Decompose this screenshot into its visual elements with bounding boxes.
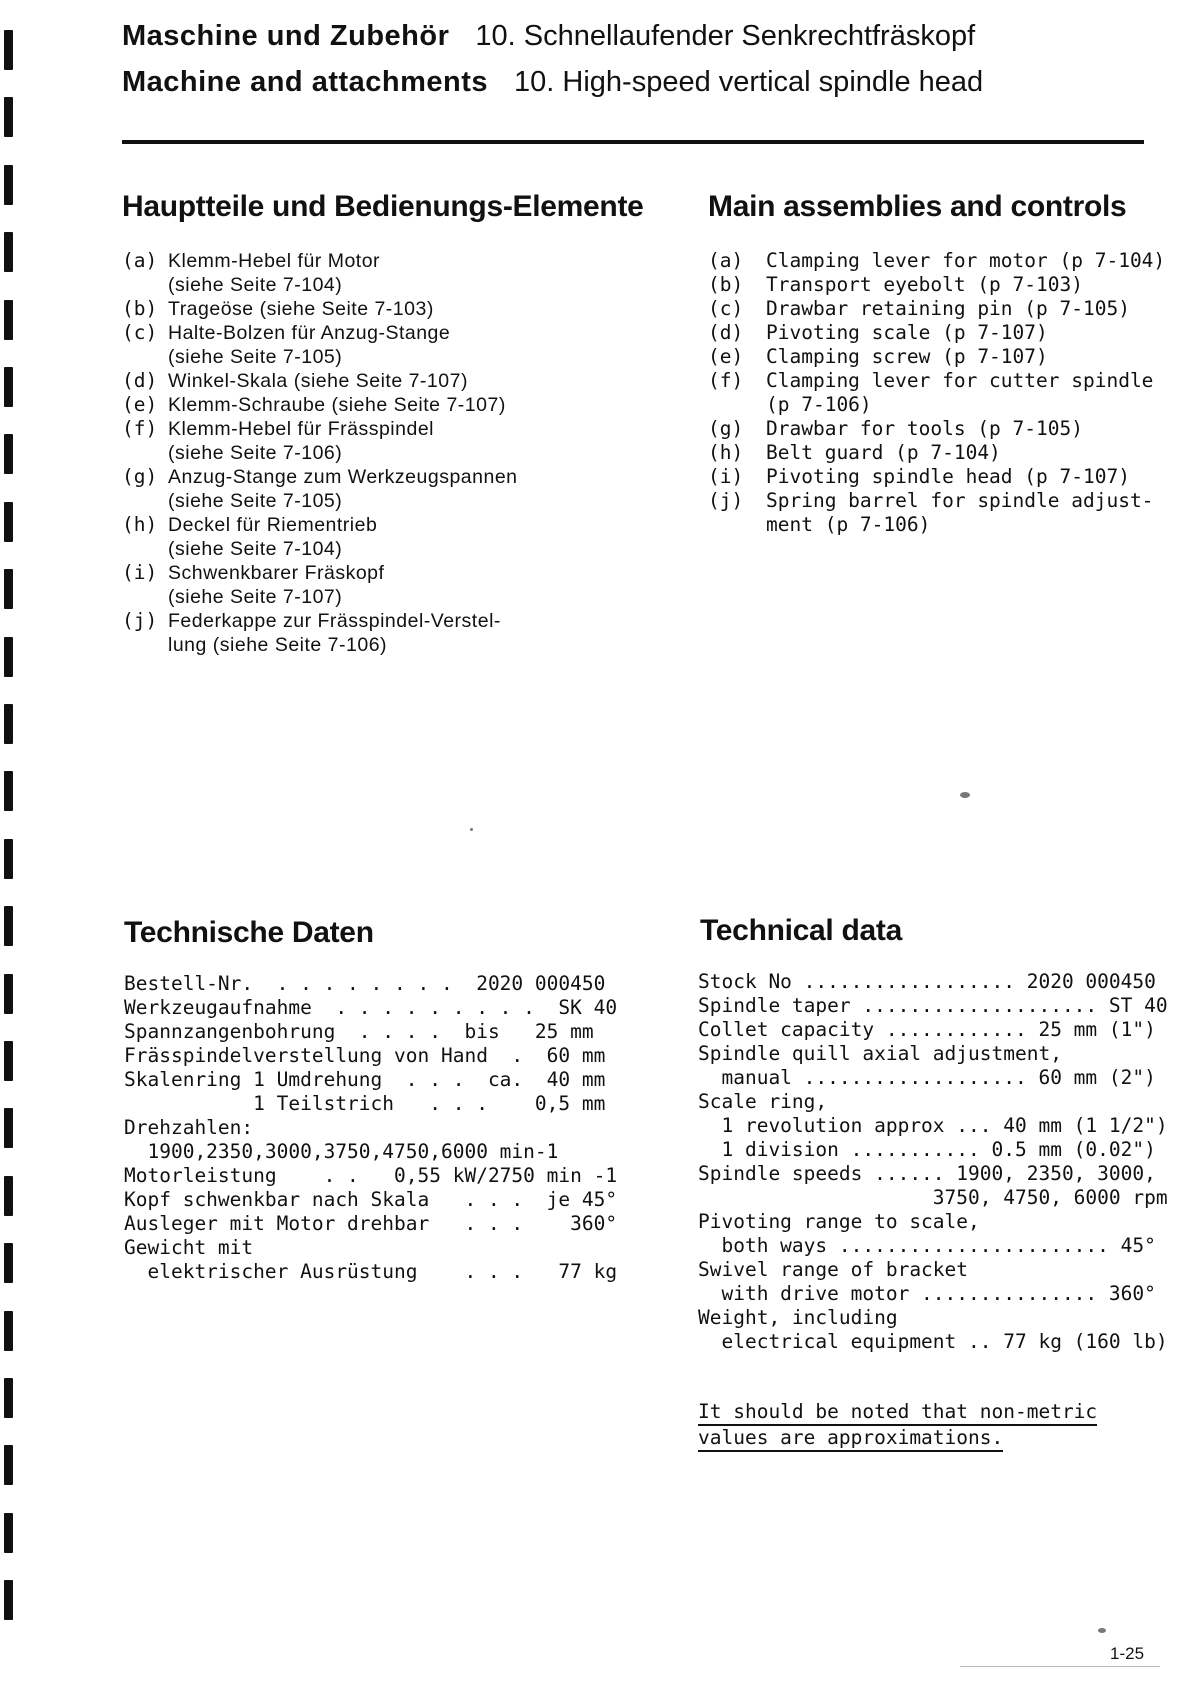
item-text: Pivoting scale (p 7-107) [766,321,1048,344]
binding-hole [4,569,13,609]
spec-line: Gewicht mit [124,1236,254,1259]
item-text: Clamping lever for cutter spindle [766,369,1154,392]
spec-line: Spannzangenbohrung . . . . bis 25 mm [124,1020,594,1043]
header-de-sub: 10. Schnellaufender Senkrechtfräskopf [475,20,976,52]
spec-line: Bestell-Nr. . . . . . . . . 2020 000450 [124,972,606,995]
item-text: Drawbar retaining pin (p 7-105) [766,297,1130,320]
item-text: (siehe Seite 7-104) [168,274,343,296]
item-text: Halte-Bolzen für Anzug-Stange [168,322,451,344]
binding-hole [4,839,13,879]
spec-line: 1 Teilstrich . . . 0,5 mm [124,1092,606,1115]
item-text: Transport eyebolt (p 7-103) [766,273,1083,296]
binding-hole [4,1108,13,1148]
binding-hole [4,704,13,744]
item-key: (j) [708,489,744,512]
binding-hole [4,637,13,677]
item-key: (h) [122,513,158,536]
spec-line: 3750, 4750, 6000 rpm [698,1186,1168,1209]
scan-speck [470,828,473,831]
note-line-2: values are approximations. [698,1426,1003,1452]
item-text: Trageöse (siehe Seite 7-103) [168,298,434,320]
item-key: (h) [708,441,744,464]
item-text: Klemm-Schraube (siehe Seite 7-107) [168,394,506,416]
list-item [122,321,518,369]
assemblies-list-en [708,249,1165,537]
binding-hole [4,30,13,70]
header-en-sub: 10. High-speed vertical spindle head [514,66,984,98]
list-item [708,441,1165,465]
item-text: lung (siehe Seite 7-106) [168,634,388,656]
list-item [708,489,1165,537]
binding-hole [4,1513,13,1553]
binding-hole [4,1580,13,1620]
page-number: 1-25 [1110,1644,1145,1663]
item-key: (d) [708,321,744,344]
spec-line: Motorleistung . . 0,55 kW/2750 min -1 [124,1164,618,1187]
item-key: (a) [122,249,158,272]
item-text: Federkappe zur Frässpindel-Verstel- [168,610,501,632]
item-text: Drawbar for tools (p 7-105) [766,417,1083,440]
assemblies-title-en: Main assemblies and controls [708,190,1127,223]
item-key: (f) [122,417,158,440]
header-de-main: Maschine und Zubehör [122,20,450,52]
list-item [122,393,518,417]
binding-hole [4,97,13,137]
item-text: Spring barrel for spindle adjust- [766,489,1154,512]
header-divider [122,140,1144,144]
item-key: (j) [122,609,158,632]
header-en-main: Machine and attachments [122,66,489,98]
spec-line: Ausleger mit Motor drehbar . . . 360° [124,1212,618,1235]
footer-rule [960,1666,1160,1667]
binding-hole [4,1378,13,1418]
list-item [708,417,1165,441]
binding-hole [4,232,13,272]
scan-speck [960,792,970,798]
binding-hole [4,165,13,205]
item-key: (i) [708,465,744,488]
assemblies-title-de: Hauptteile und Bedienungs-Elemente [122,190,644,223]
spec-line: Pivoting range to scale, [698,1210,980,1233]
item-text: (siehe Seite 7-106) [168,442,343,464]
spec-line: both ways ....................... 45° [698,1234,1156,1257]
spec-line: 1 division ........... 0.5 mm (0.02") [698,1138,1156,1161]
item-key: (c) [122,321,158,344]
list-item [122,369,518,393]
item-text: (p 7-106) [766,393,872,416]
spec-line: manual ................... 60 mm (2") [698,1066,1156,1089]
list-item [122,297,518,321]
header-line-en [122,66,983,99]
list-item [708,465,1165,489]
binding-hole [4,1445,13,1485]
item-text: Winkel-Skala (siehe Seite 7-107) [168,370,468,392]
item-text: Klemm-Hebel für Motor [168,250,381,272]
item-text: Clamping screw (p 7-107) [766,345,1048,368]
list-item [122,561,518,609]
spec-line: Frässpindelverstellung von Hand . 60 mm [124,1044,606,1067]
spec-line: electrical equipment .. 77 kg (160 lb) [698,1330,1168,1353]
item-text: Clamping lever for motor (p 7-104) [766,249,1166,272]
binding-hole [4,367,13,407]
binding-hole [4,1311,13,1351]
list-item [708,321,1165,345]
spec-line: Skalenring 1 Umdrehung . . . ca. 40 mm [124,1068,606,1091]
item-key: (e) [708,345,744,368]
item-text: (siehe Seite 7-107) [168,586,343,608]
spec-line: Weight, including [698,1306,898,1329]
binding-hole [4,1243,13,1283]
spec-line: Drehzahlen: [124,1116,254,1139]
list-item [122,417,518,465]
binding-hole [4,1176,13,1216]
item-key: (e) [122,393,158,416]
item-key: (i) [122,561,158,584]
list-item [122,513,518,561]
binding-hole [4,1041,13,1081]
non-metric-note [698,1400,1097,1452]
list-item [122,249,518,297]
item-text: ment (p 7-106) [766,513,931,536]
item-text: Schwenkbarer Fräskopf [168,562,385,584]
spec-line: 1 revolution approx ... 40 mm (1 1/2") [698,1114,1168,1137]
item-key: (d) [122,369,158,392]
item-key: (g) [122,465,158,488]
list-item [708,345,1165,369]
technical-title-de: Technische Daten [124,916,374,949]
technical-data-de [124,972,617,1284]
list-item [708,273,1165,297]
list-item [708,297,1165,321]
item-key: (g) [708,417,744,440]
binding-hole [4,974,13,1014]
list-item [708,369,1165,417]
binding-hole [4,906,13,946]
item-key: (c) [708,297,744,320]
binding-hole [4,771,13,811]
binding-hole [4,434,13,474]
spec-line: Spindle speeds ...... 1900, 2350, 3000, [698,1162,1156,1185]
technical-title-en: Technical data [700,914,902,947]
technical-data-en [698,970,1168,1354]
spec-line: Collet capacity ............ 25 mm (1") [698,1018,1156,1041]
item-text: (siehe Seite 7-104) [168,538,343,560]
binding-hole [4,300,13,340]
spec-line: 1900,2350,3000,3750,4750,6000 min-1 [124,1140,559,1163]
assemblies-list-de [122,249,518,657]
item-text: Pivoting spindle head (p 7-107) [766,465,1130,488]
list-item [708,249,1165,273]
spec-line: Swivel range of bracket [698,1258,969,1281]
spec-line: Stock No .................. 2020 000450 [698,970,1156,993]
item-key: (a) [708,249,744,272]
spec-line: Spindle taper .................... ST 40 [698,994,1168,1017]
note-line-1: It should be noted that non-metric [698,1400,1097,1426]
item-text: (siehe Seite 7-105) [168,490,343,512]
spec-line: Scale ring, [698,1090,828,1113]
item-text: (siehe Seite 7-105) [168,346,343,368]
item-text: Klemm-Hebel für Frässpindel [168,418,435,440]
item-text: Deckel für Riementrieb [168,514,378,536]
item-key: (b) [708,273,744,296]
scan-speck [1098,1628,1106,1633]
item-text: Belt guard (p 7-104) [766,441,1001,464]
binding-hole [4,502,13,542]
spec-line: Spindle quill axial adjustment, [698,1042,1062,1065]
spec-line: elektrischer Ausrüstung . . . 77 kg [124,1260,618,1283]
list-item [122,609,518,657]
item-key: (b) [122,297,158,320]
spec-line: with drive motor ............... 360° [698,1282,1156,1305]
list-item [122,465,518,513]
header-line-de [122,20,975,53]
spec-line: Kopf schwenkbar nach Skala . . . je 45° [124,1188,618,1211]
item-text: Anzug-Stange zum Werkzeugspannen [168,466,518,488]
spec-line: Werkzeugaufnahme . . . . . . . . . SK 40 [124,996,618,1019]
item-key: (f) [708,369,744,392]
